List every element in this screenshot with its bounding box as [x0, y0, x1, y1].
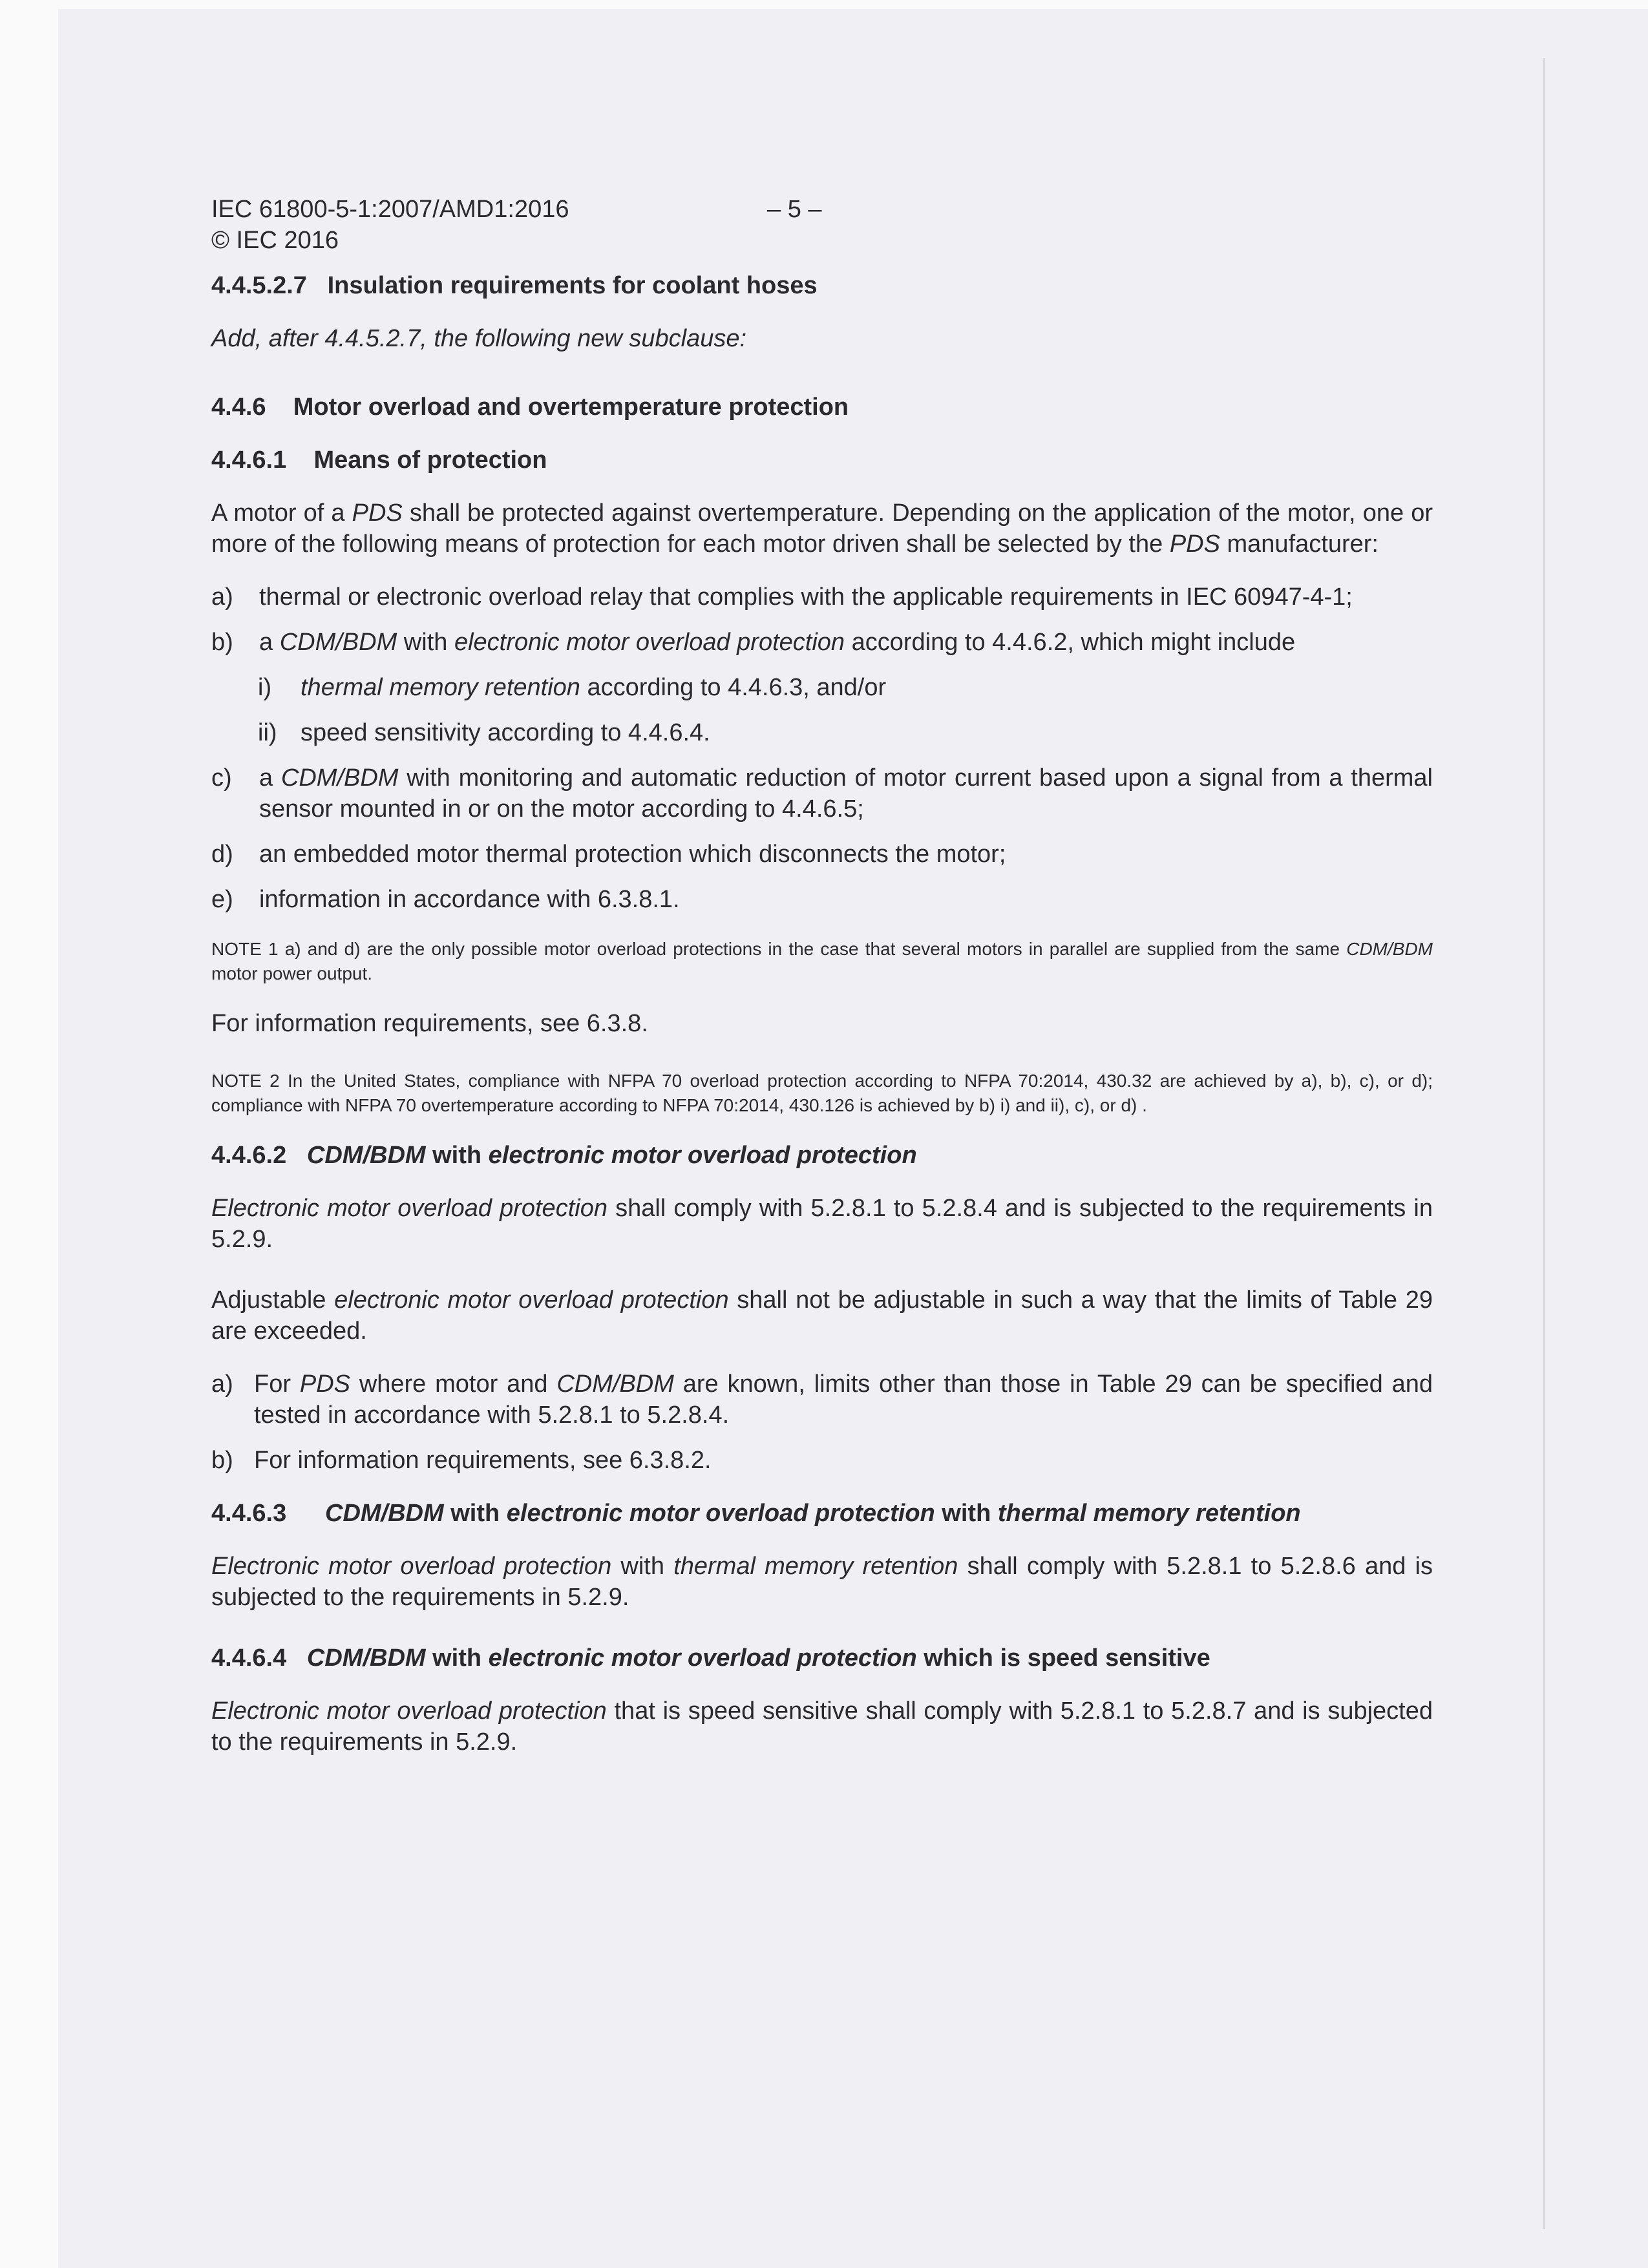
document-page — [58, 0, 1543, 2268]
copyright: © IEC 2016 — [211, 227, 339, 254]
list-subitem-i: i) thermal memory retention according to 4.4.6.3, and/or — [258, 674, 887, 701]
paragraph-information: For information requirements, see 6.3.8. — [211, 1010, 648, 1037]
list-item-4-4-6-2-a: a) For PDS where motor and CDM/BDM are known, limits other than those in Table 29 can be specified and tested in accordance with 5.2.8.1 to 5.2.8.4. — [211, 1370, 1433, 1429]
paragraph-4-4-6-2-a: Electronic motor overload protection shall comply with 5.2.8.1 to 5.2.8.4 and is subjected to the requirements in 5.2.9. — [211, 1195, 1433, 1253]
standard-id: IEC 61800-5-1:2007/AMD1:2016 — [211, 196, 569, 223]
list-item-b: b) a CDM/BDM with electronic motor overload protection according to 4.4.6.2, which might include — [211, 629, 1296, 656]
clause-heading-4-4-6-3: 4.4.6.3 CDM/BDM with electronic motor overload protection with thermal memory retention — [211, 1500, 1301, 1527]
paragraph-4-4-6-2-b: Adjustable electronic motor overload protection shall not be adjustable in such a way that the limits of Table 29 are exceeded. — [211, 1286, 1433, 1345]
list-subitem-ii: ii) speed sensitivity according to 4.4.6.4. — [258, 719, 710, 746]
paragraph-4-4-6-3: Electronic motor overload protection with thermal memory retention shall comply with 5.2.8.1 to 5.2.8.6 and is subjected to the requirements in 5.2.9. — [211, 1553, 1433, 1611]
paragraph-means-intro: A motor of a PDS shall be protected against overtemperature. Depending on the application of the motor, one or more of the following means of protection for each motor driven shall be selected by the PDS manufacturer: — [211, 499, 1433, 558]
scan-border-left — [0, 0, 58, 2268]
clause-heading-4-4-6-1: 4.4.6.1 Means of protection — [211, 446, 547, 474]
paragraph-4-4-6-4: Electronic motor overload protection that is speed sensitive shall comply with 5.2.8.1 to 5.2.8.7 and is subjected to the requirements in 5.2.9. — [211, 1697, 1433, 1756]
note-2: NOTE 2 In the United States, compliance with NFPA 70 overload protection according to NFPA 70:2014, 430.32 are achieved by a), b), c), or d); compliance with NFPA 70 overtemperature according to NFPA 70:2014, 430.126 is achieved by b) i) and ii), c), or d) . — [211, 1071, 1433, 1115]
list-item-c: c) a CDM/BDM with monitoring and automatic reduction of motor current based upon a signal from a thermal sensor mounted in or on the motor according to 4.4.6.5; — [211, 764, 1433, 823]
clause-heading-4-4-6-2: 4.4.6.2 CDM/BDM with electronic motor overload protection — [211, 1142, 917, 1169]
clause-heading-4-4-5-2-7: 4.4.5.2.7 Insulation requirements for coolant hoses — [211, 272, 818, 299]
page-number: – 5 – — [767, 196, 822, 223]
list-item-4-4-6-2-b: b) For information requirements, see 6.3.8.2. — [211, 1447, 712, 1474]
clause-heading-4-4-6: 4.4.6 Motor overload and overtemperature protection — [211, 394, 849, 421]
page-header — [211, 194, 1433, 256]
scan-shadow-line — [1543, 58, 1545, 2229]
list-item-e: e) information in accordance with 6.3.8.1. — [211, 886, 680, 913]
note-1: NOTE 1 a) and d) are the only possible motor overload protections in the case that several motors in parallel are supplied from the same CDM/BDM motor power output. — [211, 939, 1433, 983]
clause-heading-4-4-6-4: 4.4.6.4 CDM/BDM with electronic motor overload protection which is speed sensitive — [211, 1644, 1210, 1672]
amendment-instruction: Add, after 4.4.5.2.7, the following new subclause: — [211, 325, 747, 352]
list-item-a: a) thermal or electronic overload relay that complies with the applicable requirements in IEC 60947-4-1; — [211, 583, 1353, 611]
list-item-d: d) an embedded motor thermal protection which disconnects the motor; — [211, 841, 1006, 868]
page-content — [211, 194, 1433, 1758]
